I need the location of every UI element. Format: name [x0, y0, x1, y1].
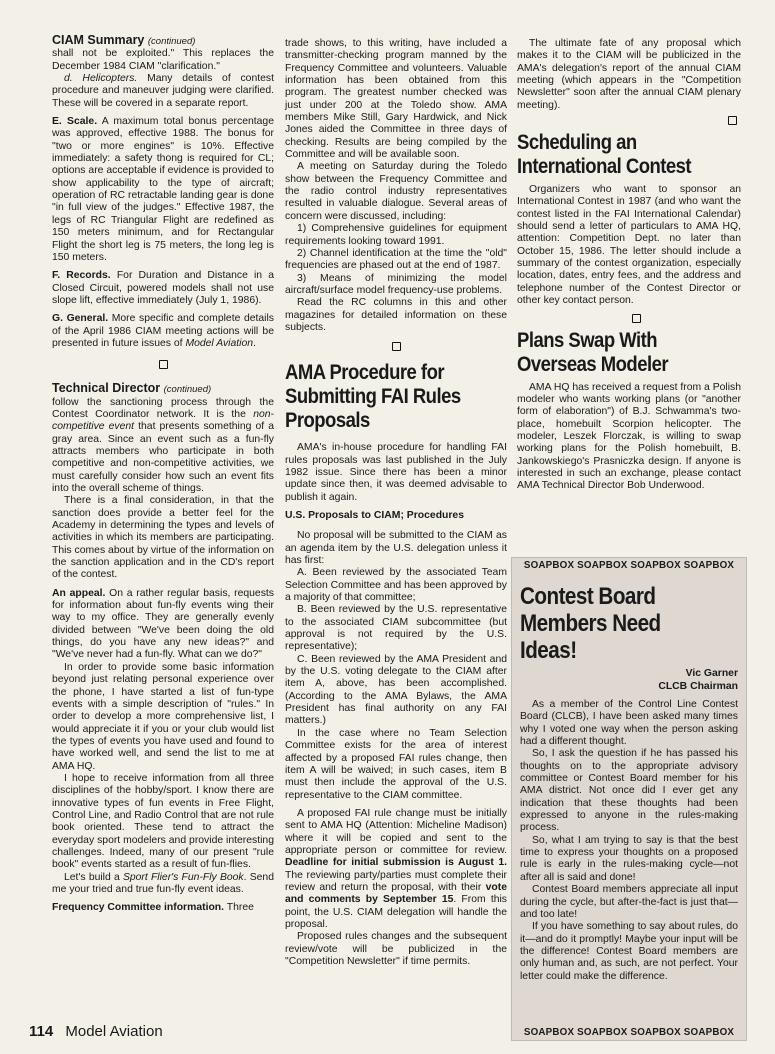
paragraph: follow the sanctioning process through the Contest Coordinator network. It is the non-competitive event that presents something of a gray area. Since an event such as a fun-fly attracts members who participate in both competitive and non-competitive activities, we must carefully consider how such an event fits into the overall scheme of things.: [52, 396, 274, 494]
paragraph: Read the RC columns in this and other magazines for detailed information on these subjects.: [285, 297, 507, 333]
paragraph: As a member of the Control Line Contest Board (CLCB), I have been asked many times why I voted one way when the person asking had a different thought.: [520, 699, 738, 748]
paragraph: 1) Comprehensive guidelines for equipment requirements looking toward 1991.: [285, 223, 507, 247]
paragraph: There is a final consideration, in that the sanction does provide a better feel for the Academy in determining the types and levels of activities in which its members are participating. This comes about by virtue of the information on the sanction application and in the CD's report of the contest.: [52, 495, 274, 581]
byline: Vic Garner CLCB Chairman: [658, 668, 738, 692]
paragraph: G. General. More specific and complete details of the April 1986 CIAM meeting actions will be presented in future issues of Model Aviation.: [52, 313, 274, 349]
soapbox-bottom-bar: SOAPBOX SOAPBOX SOAPBOX SOAPBOX: [523, 1027, 735, 1038]
section-end-box-icon: [521, 116, 737, 128]
ama-procedure-headline: AMA Procedure for Submitting FAI Rules Proposals: [285, 360, 461, 433]
paragraph: A meeting on Saturday during the Toledo show between the Frequency Committee and the radio control industry representatives resulted in valuable dialogue. Several areas of concern were discussed, including:: [285, 161, 507, 222]
scheduling-headline: Scheduling an International Contest: [517, 130, 692, 179]
paragraph: No proposal will be submitted to the CIAM as an agenda item by the U.S. delegation unless it has first:: [285, 530, 507, 566]
column-3: [517, 38, 741, 493]
paragraph: Contest Board members appreciate all input during the cycle, but after-the-fact is just that—and too late!: [520, 884, 738, 920]
paragraph: B. Been reviewed by the U.S. representative to the associated CIAM subcommittee (but approval is not required by the U.S. representative);: [285, 604, 507, 653]
soapbox-top-bar: SOAPBOX SOAPBOX SOAPBOX SOAPBOX: [523, 560, 735, 571]
paragraph: AMA's in-house procedure for handling FAI rules proposals was last published in the July 1982 issue. Since there has been a minor update since then, it was deemed advisable to publish it again.: [285, 442, 507, 503]
technical-director-runhead: Technical Director (continued): [52, 381, 212, 396]
section-end-box-icon: [285, 342, 507, 354]
magazine-name: Model Aviation: [65, 1023, 163, 1040]
paragraph: AMA HQ has received a request from a Polish modeler who wants working plans (or "another form of elaboration") of B.J. Schwamma's two-place, homebuilt Scorpion helicopter. The modeler, Leszek Florczak, is willing to swap working plans for the Polish homebuilt, B. Jankowskiego's Prasniczka design. If anyone is interested in such an exchange, please contact AMA Technical Director Bob Underwood.: [517, 381, 741, 492]
paragraph: E. Scale. A maximum total bonus percentage was approved, effective 1988. The bonus for "two or more engines" is 10%. Effective immediately: a safety thong is required for CL; options are acceptable if evidence is provided to show applicability to the type of aircraft; operation of RC retractable landing gear is done "in full view of the judges." Effective 1987, the legs of RC Triangular Flight are redefined as 150 meters minimum, and for Rectangular Flight the short leg is 75 meters, the long leg is 150 meters.: [52, 116, 274, 263]
paragraph: trade shows, to this writing, have included a transmitter-checking program manned by the Frequency Committee and volunteers. Valuable information has been obtained from this program. The greatest number checked was just under 200 at the Toledo show. AMA members Mike Still, Gary Hardwick, and Nick Jones aided the Committee in three days of checking. Results are being compiled by the Committee and will be available soon.: [285, 38, 507, 161]
paragraph: Frequency Committee information. Three: [52, 902, 254, 914]
subheading: U.S. Proposals to CIAM; Procedures: [285, 509, 464, 521]
paragraph: C. Been reviewed by the AMA President and by the U.S. voting delegate to the CIAM after item A, above, has been accomplished. (According to the AMA Bylaws, the AMA President has final authority on any FAI matters.): [285, 653, 507, 727]
soapbox-panel: [511, 557, 747, 1041]
paragraph: I hope to receive information from all three disciplines of the hobby/sport. I know there are innovative types of fun events in Free Flight, Control Line, and Radio Control that are not rule book oriented. These tend to attract the everyday sport modelers and provide interesting challenges. Indeed, many of our present "rule book" events started as a result of fun-flies.: [52, 772, 274, 871]
paragraph: d. Helicopters. Many details of contest procedure and maneuver judging were clarified. These will be covered in a separate report.: [52, 73, 274, 109]
paragraph: In the case where no Team Selection Committee exists for the area of interest affected by a proposed FAI rules change, then item A will be waived; in such cases, item B must then include the approval of the U.S. representative to the CIAM committee.: [285, 727, 507, 801]
paragraph: A. Been reviewed by the associated Team Selection Committee and has been approved by a majority of that committee;: [285, 567, 507, 604]
paragraph: If you have something to say about rules, do it—and do it promptly! Maybe your input will be the difference! Contest Board members are only human and, as such, are not perfect. Your letter could make the difference.: [520, 921, 738, 982]
paragraph: Proposed rules changes and the subsequent review/vote will be publicized in the "Competition Newsletter" if time permits.: [285, 931, 507, 967]
paragraph: A proposed FAI rule change must be initially sent to AMA HQ (Attention: Micheline Madison) where it will be copied and sent to the appropriate person or committee for review. Deadline for initial submission is August 1. The reviewing party/parties must complete their review and return the proposal, with their vote and comments by September 15. From this point, the U.S. CIAM delegation will handle the proposal.: [285, 807, 507, 930]
paragraph: So, I ask the question if he has passed his thoughts on to the appropriate advisory committee or Contest Board member for his AMA district. Not once did I ever get any indication that these thoughts had been expressed to anyone in the rules-making process.: [520, 748, 738, 834]
paragraph: An appeal. On a rather regular basis, requests for information about fun-fly events wing their way to my office. They are generally evenly divided between "We've been doing the old things, do you have any new ideas?" and "We've never had a fun-fly. What can we do?": [52, 587, 274, 661]
ciam-summary-runhead: CIAM Summary (continued): [52, 33, 196, 47]
paragraph: So, what I am trying to say is that the best time to express your thoughts on a proposed rule is early in the rules-making cycle—not after all is said and done!: [520, 834, 738, 883]
paragraph: shall not be exploited." This replaces the December 1984 CIAM "clarification.": [52, 48, 274, 72]
column-1: [52, 34, 274, 915]
paragraph: 3) Means of minimizing the model aircraft/surface model frequency-use problems.: [285, 272, 507, 296]
column-2: [285, 38, 507, 968]
soapbox-headline: Contest Board Members Need Ideas!: [520, 583, 661, 664]
paragraph: 2) Channel identification at the time the "old" frequencies are phased out at the end of 1987.: [285, 247, 507, 272]
paragraph: Let's build a Sport Flier's Fun-Fly Book. Send me your tried and true fun-fly event ideas.: [52, 871, 274, 895]
plans-swap-headline: Plans Swap With Overseas Modeler: [517, 327, 669, 376]
paragraph: The ultimate fate of any proposal which makes it to the CIAM will be publicized in the AMA's delegation's report of the annual CIAM meeting (which appears in the "Competition Newsletter" soon after the annual CIAM plenary meeting).: [517, 38, 741, 111]
paragraph: Organizers who want to sponsor an International Contest in 1987 (and who want the contest listed in the FAI International Calendar) should send a letter of particulars to AMA HQ, attention: Competition Dept. no later than October 15, 1986. The letter should include a summary of the contest organization, especially location, dates, entry fees, and the address and telephone number of the Contest Director or other key contact person.: [517, 184, 741, 307]
paragraph: F. Records. For Duration and Distance in a Closed Circuit, powered models shall not use slope lift, effective immediately (July 1, 1986).: [52, 270, 274, 306]
paragraph: In order to provide some basic information beyond just relating personal experience over the phone, I have started a list of fun-type events with a simple description of "rules." In order to develop a more comprehensive list, I would appreciate it if you or your club would list the types of events you have used and found to have worked well, and send the list to me at AMA HQ.: [52, 661, 274, 772]
section-end-box-icon: [52, 360, 274, 372]
section-end-box-icon: [517, 314, 641, 326]
page-footer: [29, 1023, 163, 1040]
page-number: 114: [29, 1023, 54, 1040]
